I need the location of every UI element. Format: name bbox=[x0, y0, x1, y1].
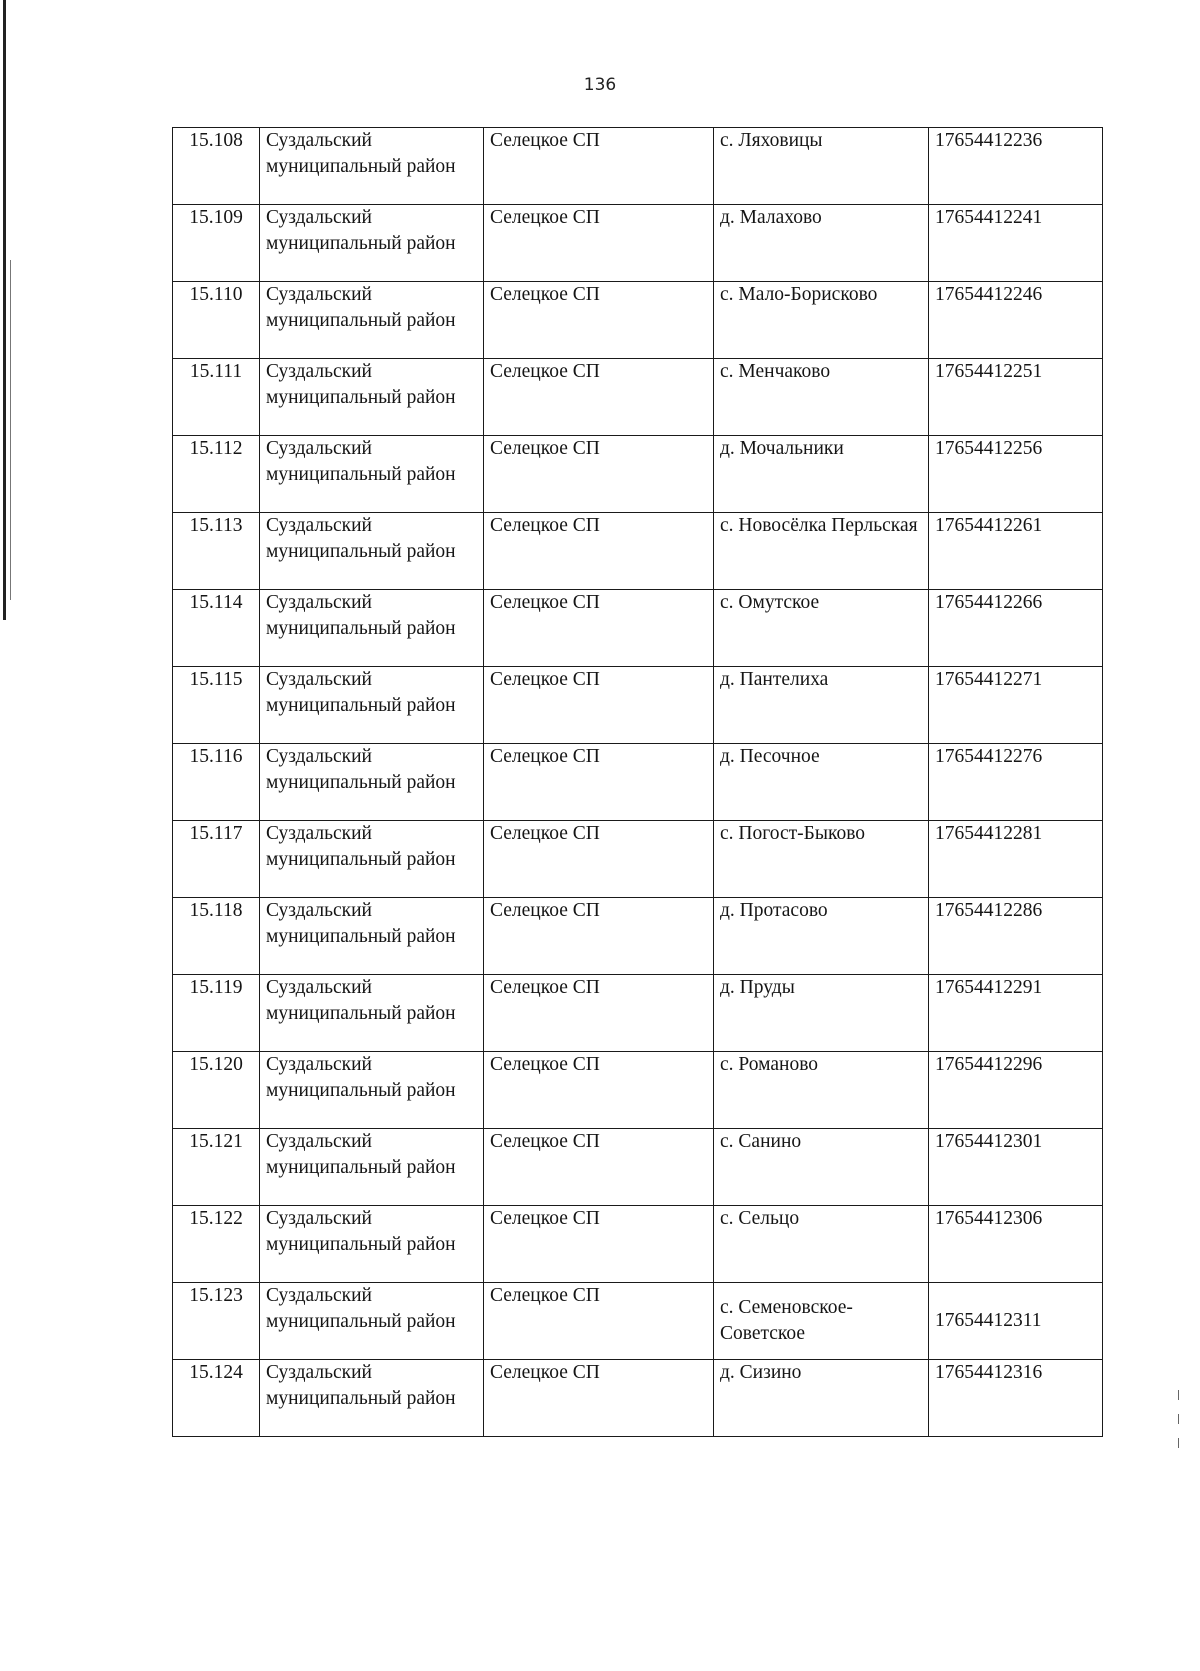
locality-cell: с. Сельцо bbox=[714, 1206, 929, 1283]
table-row bbox=[173, 513, 1103, 590]
table-body bbox=[173, 128, 1103, 1437]
settlement-cell: Селецкое СП bbox=[484, 1283, 714, 1360]
locality-cell: с. Санино bbox=[714, 1129, 929, 1206]
table-row bbox=[173, 744, 1103, 821]
scan-edge-marks bbox=[1178, 1390, 1180, 1462]
table-row bbox=[173, 205, 1103, 282]
oktmo-code-cell: 17654412241 bbox=[929, 205, 1103, 282]
scan-edge-line-faint bbox=[10, 260, 11, 600]
scan-mark bbox=[1178, 1390, 1179, 1400]
district-cell: Суздальский муниципальный район bbox=[260, 1360, 484, 1437]
settlement-cell: Селецкое СП bbox=[484, 1360, 714, 1437]
oktmo-code-cell: 17654412311 bbox=[929, 1283, 1103, 1360]
settlement-cell: Селецкое СП bbox=[484, 1052, 714, 1129]
locality-cell: д. Мочальники bbox=[714, 436, 929, 513]
row-number: 15.117 bbox=[173, 821, 260, 898]
table-row bbox=[173, 128, 1103, 205]
settlement-cell: Селецкое СП bbox=[484, 513, 714, 590]
row-number: 15.124 bbox=[173, 1360, 260, 1437]
settlement-cell: Селецкое СП bbox=[484, 975, 714, 1052]
oktmo-code-cell: 17654412256 bbox=[929, 436, 1103, 513]
settlement-cell: Селецкое СП bbox=[484, 128, 714, 205]
locality-cell: д. Пантелиха bbox=[714, 667, 929, 744]
table-row bbox=[173, 1360, 1103, 1437]
oktmo-code-cell: 17654412316 bbox=[929, 1360, 1103, 1437]
locality-cell: с. Омутское bbox=[714, 590, 929, 667]
settlement-cell: Селецкое СП bbox=[484, 359, 714, 436]
locality-cell: д. Сизино bbox=[714, 1360, 929, 1437]
table-row bbox=[173, 898, 1103, 975]
scan-mark bbox=[1178, 1414, 1179, 1424]
table-row bbox=[173, 975, 1103, 1052]
locality-cell: с. Романово bbox=[714, 1052, 929, 1129]
table-row bbox=[173, 1052, 1103, 1129]
oktmo-code-cell: 17654412296 bbox=[929, 1052, 1103, 1129]
row-number: 15.120 bbox=[173, 1052, 260, 1129]
oktmo-code-cell: 17654412306 bbox=[929, 1206, 1103, 1283]
district-cell: Суздальский муниципальный район bbox=[260, 821, 484, 898]
district-cell: Суздальский муниципальный район bbox=[260, 1129, 484, 1206]
district-cell: Суздальский муниципальный район bbox=[260, 744, 484, 821]
locality-cell: с. Менчаково bbox=[714, 359, 929, 436]
row-number: 15.111 bbox=[173, 359, 260, 436]
settlement-cell: Селецкое СП bbox=[484, 590, 714, 667]
district-cell: Суздальский муниципальный район bbox=[260, 1206, 484, 1283]
scan-mark bbox=[1178, 1438, 1179, 1448]
oktmo-code-cell: 17654412261 bbox=[929, 513, 1103, 590]
settlement-cell: Селецкое СП bbox=[484, 744, 714, 821]
district-cell: Суздальский муниципальный район bbox=[260, 436, 484, 513]
row-number: 15.109 bbox=[173, 205, 260, 282]
table-row bbox=[173, 821, 1103, 898]
settlement-cell: Селецкое СП bbox=[484, 1206, 714, 1283]
row-number: 15.116 bbox=[173, 744, 260, 821]
table-row bbox=[173, 359, 1103, 436]
oktmo-code-cell: 17654412286 bbox=[929, 898, 1103, 975]
district-cell: Суздальский муниципальный район bbox=[260, 975, 484, 1052]
district-cell: Суздальский муниципальный район bbox=[260, 590, 484, 667]
oktmo-code-cell: 17654412276 bbox=[929, 744, 1103, 821]
table-row bbox=[173, 667, 1103, 744]
row-number: 15.112 bbox=[173, 436, 260, 513]
table-row bbox=[173, 1129, 1103, 1206]
row-number: 15.118 bbox=[173, 898, 260, 975]
district-cell: Суздальский муниципальный район bbox=[260, 667, 484, 744]
settlements-table bbox=[172, 127, 1103, 1437]
oktmo-code-cell: 17654412291 bbox=[929, 975, 1103, 1052]
oktmo-code-cell: 17654412246 bbox=[929, 282, 1103, 359]
locality-cell: с. Ляховицы bbox=[714, 128, 929, 205]
table-row bbox=[173, 436, 1103, 513]
oktmo-code-cell: 17654412301 bbox=[929, 1129, 1103, 1206]
row-number: 15.113 bbox=[173, 513, 260, 590]
row-number: 15.108 bbox=[173, 128, 260, 205]
table-row bbox=[173, 1206, 1103, 1283]
row-number: 15.114 bbox=[173, 590, 260, 667]
table-row bbox=[173, 1283, 1103, 1360]
settlement-cell: Селецкое СП bbox=[484, 436, 714, 513]
oktmo-code-cell: 17654412266 bbox=[929, 590, 1103, 667]
row-number: 15.119 bbox=[173, 975, 260, 1052]
locality-cell: с. Семеновское-Советское bbox=[714, 1283, 929, 1360]
oktmo-code-cell: 17654412251 bbox=[929, 359, 1103, 436]
oktmo-code-cell: 17654412236 bbox=[929, 128, 1103, 205]
settlement-cell: Селецкое СП bbox=[484, 1129, 714, 1206]
row-number: 15.122 bbox=[173, 1206, 260, 1283]
row-number: 15.115 bbox=[173, 667, 260, 744]
settlement-cell: Селецкое СП bbox=[484, 667, 714, 744]
locality-cell: с. Мало-Борисково bbox=[714, 282, 929, 359]
settlement-cell: Селецкое СП bbox=[484, 205, 714, 282]
district-cell: Суздальский муниципальный район bbox=[260, 1283, 484, 1360]
settlement-cell: Селецкое СП bbox=[484, 282, 714, 359]
table-row bbox=[173, 282, 1103, 359]
table-row bbox=[173, 590, 1103, 667]
row-number: 15.110 bbox=[173, 282, 260, 359]
settlement-cell: Селецкое СП bbox=[484, 821, 714, 898]
district-cell: Суздальский муниципальный район bbox=[260, 898, 484, 975]
district-cell: Суздальский муниципальный район bbox=[260, 1052, 484, 1129]
page-number: 136 bbox=[583, 75, 617, 95]
locality-cell: с. Новосёлка Перльская bbox=[714, 513, 929, 590]
district-cell: Суздальский муниципальный район bbox=[260, 128, 484, 205]
oktmo-code-cell: 17654412281 bbox=[929, 821, 1103, 898]
row-number: 15.123 bbox=[173, 1283, 260, 1360]
district-cell: Суздальский муниципальный район bbox=[260, 205, 484, 282]
locality-cell: д. Малахово bbox=[714, 205, 929, 282]
locality-cell: д. Протасово bbox=[714, 898, 929, 975]
locality-cell: с. Погост-Быково bbox=[714, 821, 929, 898]
district-cell: Суздальский муниципальный район bbox=[260, 513, 484, 590]
district-cell: Суздальский муниципальный район bbox=[260, 359, 484, 436]
locality-cell: д. Пруды bbox=[714, 975, 929, 1052]
row-number: 15.121 bbox=[173, 1129, 260, 1206]
locality-cell: д. Песочное bbox=[714, 744, 929, 821]
district-cell: Суздальский муниципальный район bbox=[260, 282, 484, 359]
settlement-cell: Селецкое СП bbox=[484, 898, 714, 975]
oktmo-code-cell: 17654412271 bbox=[929, 667, 1103, 744]
